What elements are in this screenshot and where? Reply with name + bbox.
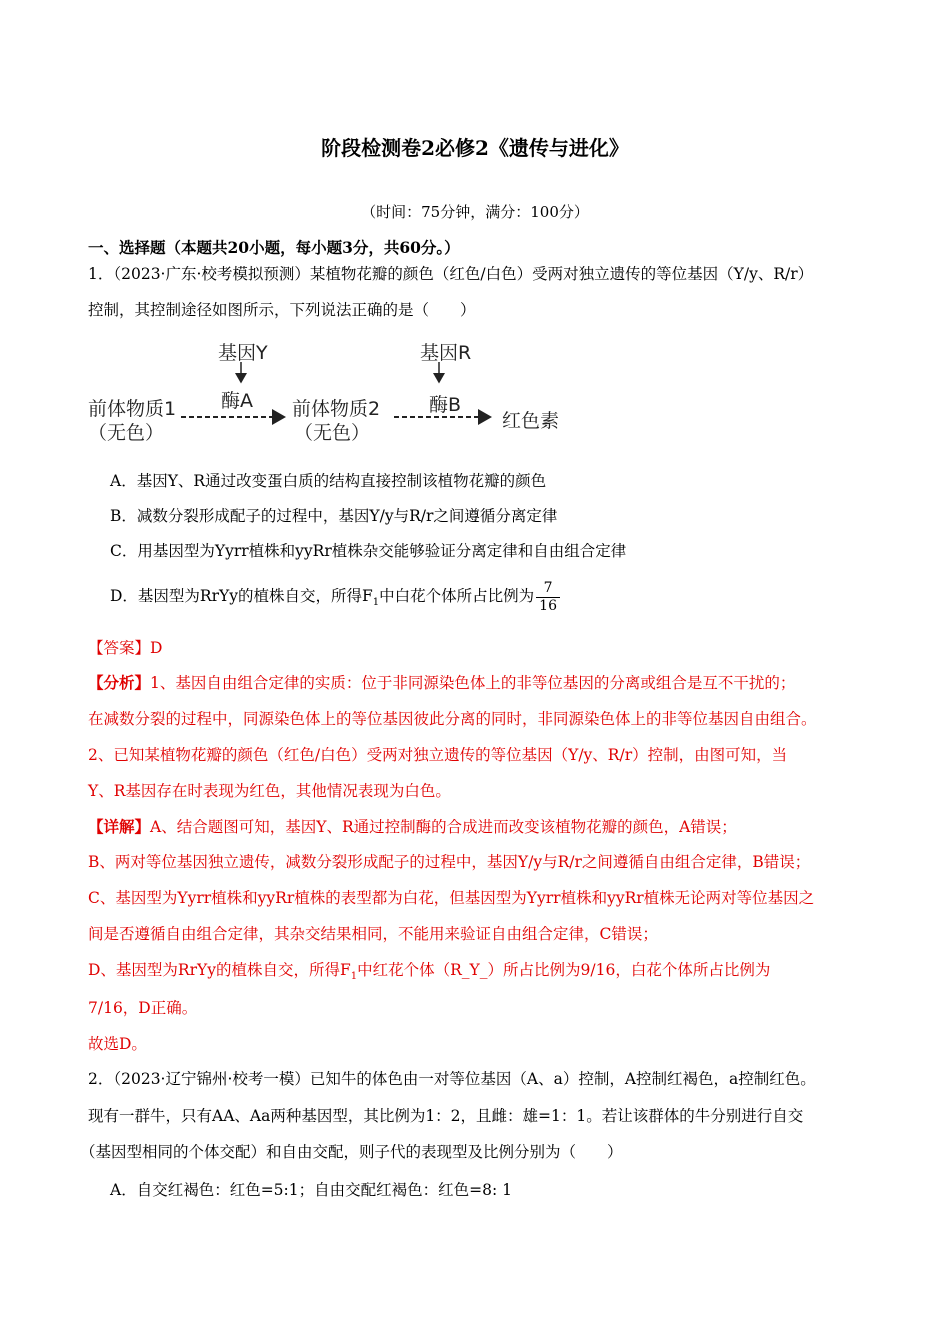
q1-option-c: C．用基因型为Yyrr植株和yyRr植株杂交能够验证分离定律和自由组合定律 <box>110 542 627 560</box>
detail-line-6: 7/16，D正确。 <box>88 999 198 1017</box>
detail-line-5 <box>88 960 770 987</box>
section-heading: 一、选择题（本题共20小题，每小题3分，共60分。） <box>88 238 460 257</box>
exam-info: （时间：75分钟，满分：100分） <box>361 203 589 221</box>
detail-line-4: 间是否遵循自由组合定律，其杂交结果相同，不能用来验证自由组合定律，C错误； <box>88 925 658 943</box>
q2-stem-line-1: 2．（2023·辽宁锦州·校考一模）已知牛的体色由一对等位基因（A、a）控制，A控制红褐色，a控制红色。 <box>88 1070 816 1088</box>
enzyme-a-label: 酶A <box>221 390 253 412</box>
detail-line-2: B、两对等位基因独立遗传，减数分裂形成配子的过程中，基因Y/y与R/r之间遵循自由组合定律，B错误； <box>88 853 811 871</box>
q1-stem-line-2: 控制，其控制途径如图所示，下列说法正确的是（ ） <box>88 301 476 319</box>
q1-option-b: B．减数分裂形成配子的过程中，基因Y/y与R/r之间遵循分离定律 <box>110 507 558 525</box>
q2-stem-line-2: 现有一群牛，只有AA、Aa两种基因型，其比例为1：2，且雌：雄=1：1。若让该群体的牛分别进行自交 <box>88 1107 804 1125</box>
detail-line-3: C、基因型为Yyrr植株和yyRr植株的表型都为白花，但基因型为Yyrr植株和yyRr植株无论两对等位基因之 <box>88 889 815 907</box>
detail-5-text-2: 中红花个体（R_Y_）所占比例为9/16，白花个体所占比例为 <box>357 961 771 979</box>
analysis-text-1: 1、基因自由组合定律的实质：位于非同源染色体上的非等位基因的分离或组合是互不干扰的； <box>150 674 796 692</box>
precursor-1-label: 前体物质1 <box>88 398 177 420</box>
q1-stem-line-1: 1．（2023·广东·校考模拟预测）某植物花瓣的颜色（红色/白色）受两对独立遗传的等位基因（Y/y、R/r） <box>88 265 814 283</box>
conclusion-line: 故选D。 <box>88 1035 147 1053</box>
page-title: 阶段检测卷2必修2《遗传与进化》 <box>321 136 629 160</box>
q2-option-a: A．自交红褐色：红色=5:1；自由交配红褐色：红色=8: 1 <box>110 1181 512 1199</box>
gene-r-label: 基因R <box>420 342 472 364</box>
gene-y-label: 基因Y <box>218 342 268 364</box>
detail-text-1: A、结合题图可知，基因Y、R通过控制酶的合成进而改变该植物花瓣的颜色，A错误； <box>150 818 737 836</box>
product-label: 红色素 <box>502 410 560 432</box>
q1-option-a: A．基因Y、R通过改变蛋白质的结构直接控制该植物花瓣的颜色 <box>110 472 547 490</box>
option-d-subscript: 1 <box>372 597 380 609</box>
analysis-line-1 <box>88 673 795 693</box>
precursor-2-note: （无色） <box>294 422 371 444</box>
fraction-numerator: 7 <box>536 580 560 598</box>
detail-line-1 <box>88 817 737 837</box>
precursor-2-label: 前体物质2 <box>292 398 381 420</box>
analysis-line-4: Y、R基因存在时表现为红色，其他情况表现为白色。 <box>88 782 451 800</box>
pathway-diagram <box>86 338 576 448</box>
precursor-1-note: （无色） <box>88 422 165 444</box>
answer-line: 【答案】D <box>88 639 163 657</box>
q1-option-d <box>110 576 560 616</box>
option-d-text-1: D．基因型为RrYy的植株自交，所得F <box>110 587 373 605</box>
analysis-line-3: 2、已知某植物花瓣的颜色（红色/白色）受两对独立遗传的等位基因（Y/y、R/r）控制，由图可知，当 <box>88 746 788 764</box>
detail-label: 【详解】 <box>88 817 151 836</box>
detail-5-text-1: D、基因型为RrYy的植株自交，所得F <box>88 961 351 979</box>
q2-stem-line-3: （基因型相同的个体交配）和自由交配，则子代的表现型及比例分别为（ ） <box>80 1143 623 1161</box>
fraction-denominator: 16 <box>539 597 557 614</box>
analysis-line-2: 在减数分裂的过程中，同源染色体上的等位基因彼此分离的同时，非同源染色体上的非等位基因自由组合。 <box>88 710 817 728</box>
detail-5-subscript: 1 <box>350 971 358 983</box>
option-d-text-2: 中白花个体所占比例为 <box>379 587 535 605</box>
analysis-label: 【分析】 <box>88 673 151 692</box>
enzyme-b-label: 酶B <box>429 394 462 416</box>
fraction-7-16 <box>536 580 560 615</box>
